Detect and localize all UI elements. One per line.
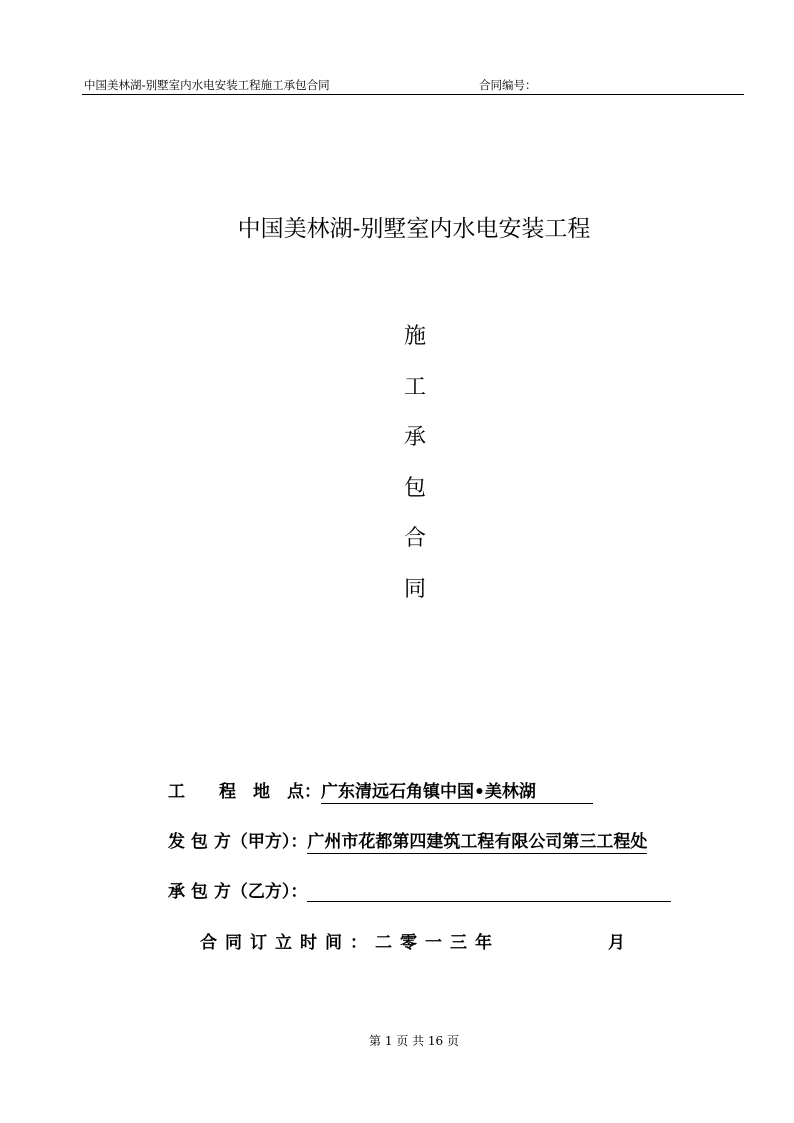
page-footer: 第 1 页 共 16 页 <box>369 1034 459 1048</box>
header-document-title: 中国美林湖-别墅室内水电安装工程施工承包合同 <box>84 78 330 92</box>
contract-date-value: 二零一三年 <box>375 933 500 953</box>
header-contract-number-label: 合同编号： <box>479 78 537 92</box>
party-b-row <box>168 877 671 902</box>
vertical-char: 施 <box>403 324 426 349</box>
contract-date-month: 月 <box>608 933 625 953</box>
party-b-value <box>307 883 671 902</box>
project-location-row <box>168 777 593 804</box>
project-location-label: 工 程 地 点： <box>168 782 321 802</box>
party-a-label: 发 包 方（甲方）： <box>168 832 308 852</box>
main-title: 中国美林湖-别墅室内水电安装工程 <box>237 216 591 242</box>
party-a-value: 广州市花都第四建筑工程有限公司第三工程处 <box>307 827 647 854</box>
party-a-row <box>168 827 647 854</box>
contract-date-row <box>200 928 625 953</box>
vertical-title <box>400 312 430 615</box>
vertical-char: 工 <box>403 374 426 400</box>
vertical-char: 同 <box>403 576 426 602</box>
vertical-char: 承 <box>403 425 426 450</box>
vertical-char: 包 <box>403 475 426 501</box>
project-location-value: 广东清远石角镇中国•美林湖 <box>321 777 593 804</box>
vertical-char: 合 <box>403 526 426 551</box>
contract-date-label: 合同订立时间： <box>200 933 375 953</box>
page-header <box>82 76 744 95</box>
party-b-label: 承 包 方（乙方）： <box>168 882 308 902</box>
